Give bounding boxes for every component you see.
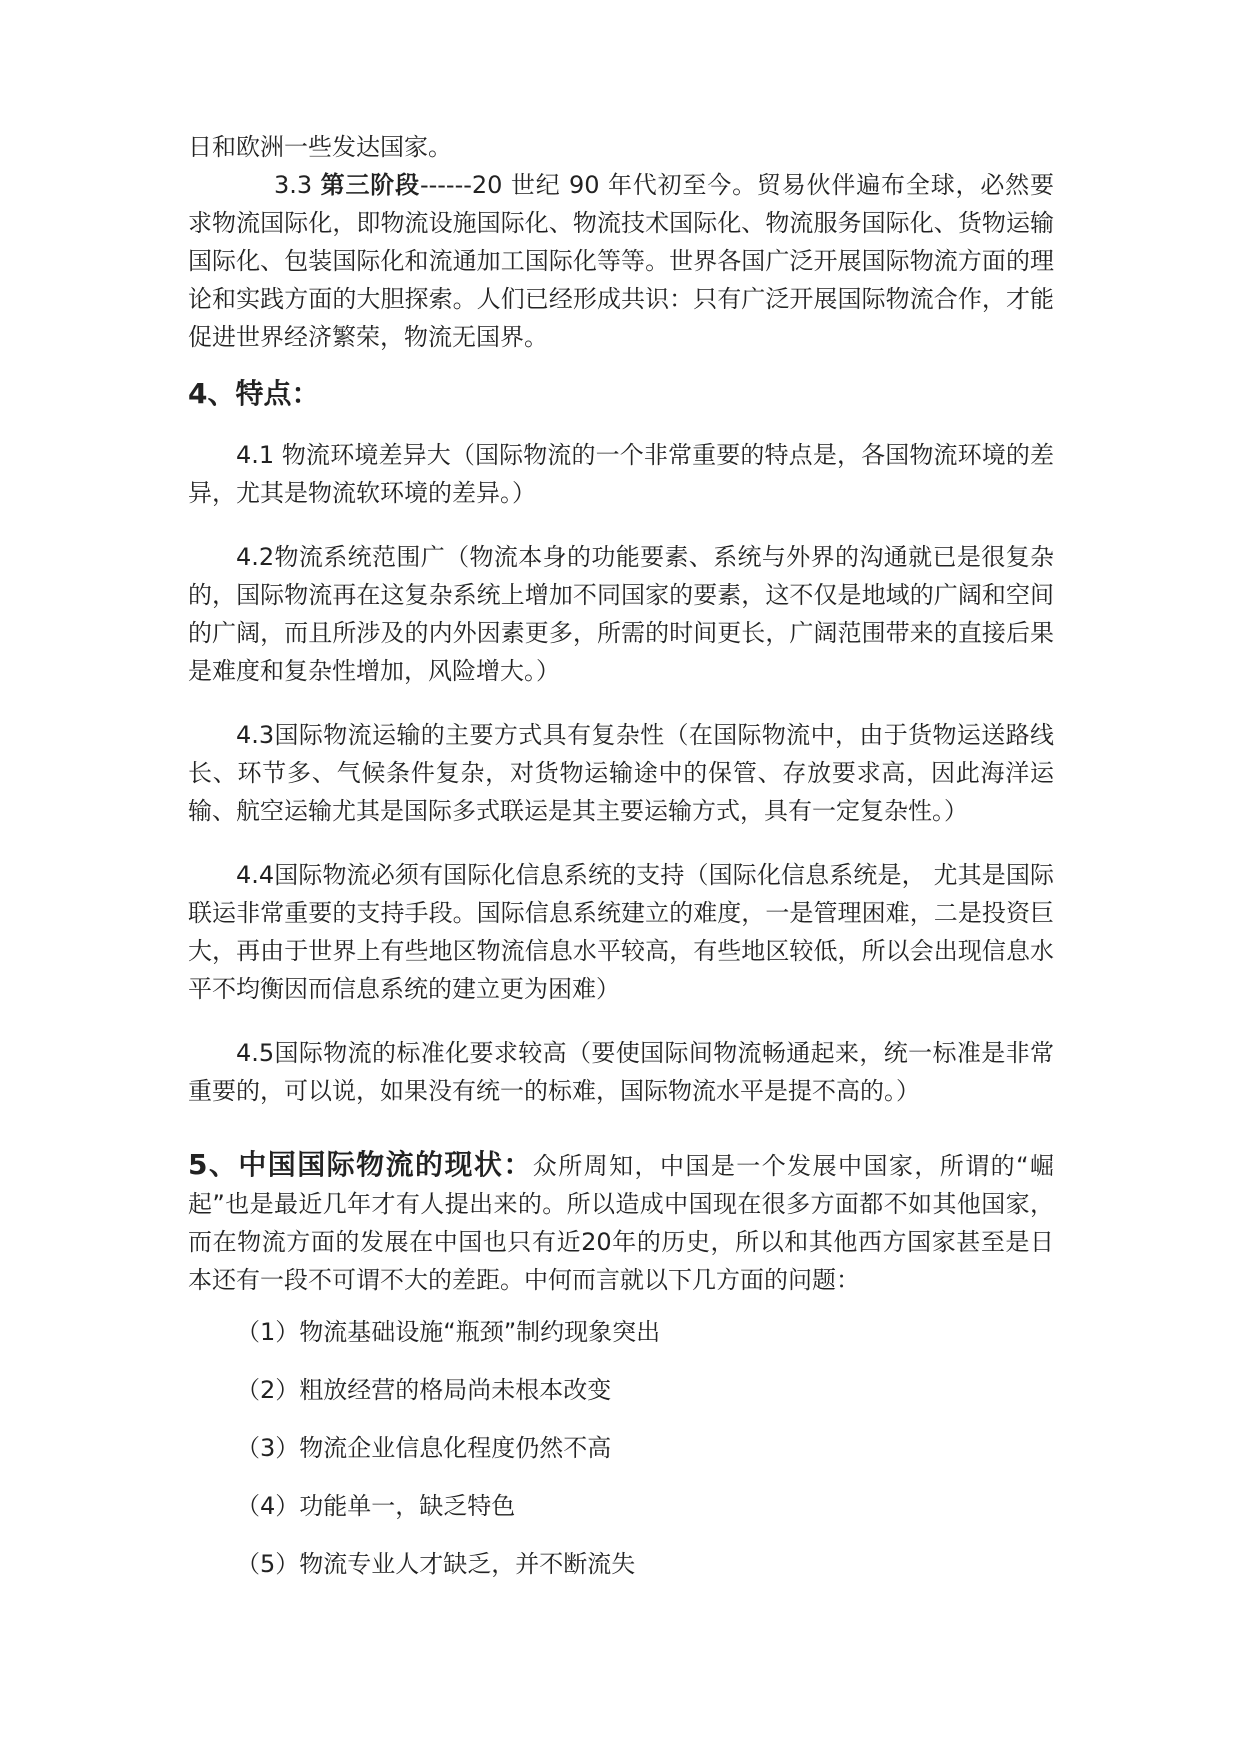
feature-item-4-1: 4.1 物流环境差异大（国际物流的一个非常重要的特点是，各国物流环境的差异，尤其是物流软环境的差异。） bbox=[188, 441, 1054, 507]
document-page bbox=[188, 128, 1054, 1603]
stage-title: 第三阶段 bbox=[320, 171, 420, 199]
stage-number: 3.3 bbox=[274, 171, 321, 199]
feature-item-4-3: 4.3国际物流运输的主要方式具有复杂性（在国际物流中，由于货物运送路线长、环节多、气候条件复杂，对货物运输途中的保管、存放要求高，因此海洋运输、航空运输尤其是国际多式联运是其主要运输方式，具有一定复杂性。） bbox=[188, 721, 1054, 825]
list-item: （3）物流企业信息化程度仍然不高 bbox=[236, 1434, 612, 1462]
list-item: （5）物流专业人才缺乏，并不断流失 bbox=[236, 1550, 636, 1578]
problem-list bbox=[188, 1313, 1054, 1583]
list-item: （1）物流基础设施“瓶颈”制约现象突出 bbox=[236, 1318, 661, 1346]
stage-text: ------20 世纪 90 年代初至今。贸易伙伴遍布全球，必然要求物流国际化，即物流设施国际化、物流技术国际化、物流服务国际化、货物运输国际化、包装国际化和流通加工国际化等等。世界各国广泛开展国际物流方面的理论和实践方面的大胆探索。人们已经形成共识：只有广泛开展国际物流合作，才能促进世界经济繁荣，物流无国界。 bbox=[188, 171, 1055, 351]
feature-item-4-4: 4.4国际物流必须有国际化信息系统的支持（国际化信息系统是， 尤其是国际联运非常重要的支持手段。国际信息系统建立的难度，一是管理困难，二是投资巨大，再由于世界上有些地区物流信息水平较高，有些地区较低，所以会出现信息水平不均衡因而信息系统的建立更为困难） bbox=[188, 861, 1054, 1003]
section-heading-features: 4、特点： bbox=[188, 377, 320, 410]
feature-item-4-5: 4.5国际物流的标准化要求较高（要使国际间物流畅通起来，统一标准是非常重要的，可以说，如果没有统一的标难，国际物流水平是提不高的。） bbox=[188, 1039, 1054, 1105]
paragraph-continuation: 日和欧洲一些发达国家。 bbox=[188, 133, 452, 161]
section-china-status bbox=[188, 1146, 1054, 1299]
feature-item-4-2: 4.2物流系统范围广（物流本身的功能要素、系统与外界的沟通就已是很复杂的，国际物流再在这复杂系统上增加不同国家的要素，这不仅是地域的广阔和空间的广阔，而且所涉及的内外因素更多，所需的时间更长，广阔范围带来的直接后果是难度和复杂性增加，风险增大。） bbox=[188, 543, 1054, 685]
paragraph-stage-three bbox=[188, 166, 1054, 356]
list-item: （4）功能单一，缺乏特色 bbox=[236, 1492, 516, 1520]
section-intro-text: 众所周知，中国是一个发展中国家，所谓的“崛起”也是最近几年才有人提出来的。所以造成中国现在很多方面都不如其他国家，而在物流方面的发展在中国也只有近20年的历史，所以和其他西方国家甚至是日本还有一段不可谓不大的差距。中何而言就以下几方面的问题： bbox=[188, 1152, 1054, 1294]
list-item: （2）粗放经营的格局尚未根本改变 bbox=[236, 1376, 612, 1404]
section-heading-china-status: 5、中国国际物流的现状： bbox=[188, 1148, 533, 1181]
